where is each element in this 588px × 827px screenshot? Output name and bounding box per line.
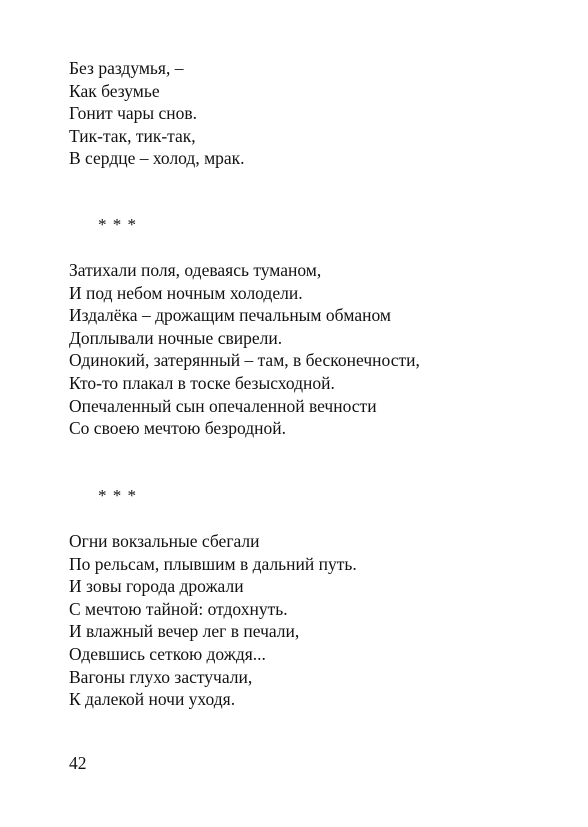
poem-line: Как безумье — [69, 80, 160, 101]
poem-line: К далекой ночи уходя. — [69, 689, 236, 710]
poem-separator: * * * — [98, 215, 137, 234]
poem-line: Без раздумья, – — [69, 58, 184, 78]
poem-line: Доплывали ночные свирели. — [69, 327, 283, 348]
poem-line: По рельсам, плывшим в дальний путь. — [69, 553, 357, 574]
poem-stanza — [69, 57, 245, 170]
poem-line: С мечтою тайной: отдохнуть. — [69, 598, 288, 619]
poem-line: Огни вокзальные сбегали — [69, 531, 260, 551]
page-number: 42 — [69, 753, 87, 773]
poem-line: Издалёка – дрожащим печальным обманом — [69, 305, 391, 326]
poem-line: Вагоны глухо застучали, — [69, 666, 253, 687]
poem-stanza — [69, 530, 357, 711]
poem-line: Тик-так, тик-так, — [69, 125, 196, 146]
poem-line: Кто-то плакал в тоске безысходной. — [69, 372, 335, 393]
poem-line: Одевшись сеткою дождя... — [69, 643, 266, 664]
poem-line: Опечаленный сын опечаленной вечности — [69, 395, 377, 416]
poem-line: И влажный вечер лег в печали, — [69, 621, 300, 642]
poem-line: Со своею мечтою безродной. — [69, 418, 287, 439]
poem-line: И под небом ночным холодели. — [69, 282, 303, 303]
poem-line: Затихали поля, одеваясь туманом, — [69, 260, 322, 280]
poem-line: В сердце – холод, мрак. — [69, 148, 245, 169]
poem-line: Гонит чары снов. — [69, 103, 198, 124]
poem-line: И зовы города дрожали — [69, 576, 244, 597]
poem-line: Одинокий, затерянный – там, в бесконечности, — [69, 350, 420, 371]
poem-separator: * * * — [98, 486, 137, 505]
poem-stanza — [69, 259, 420, 440]
